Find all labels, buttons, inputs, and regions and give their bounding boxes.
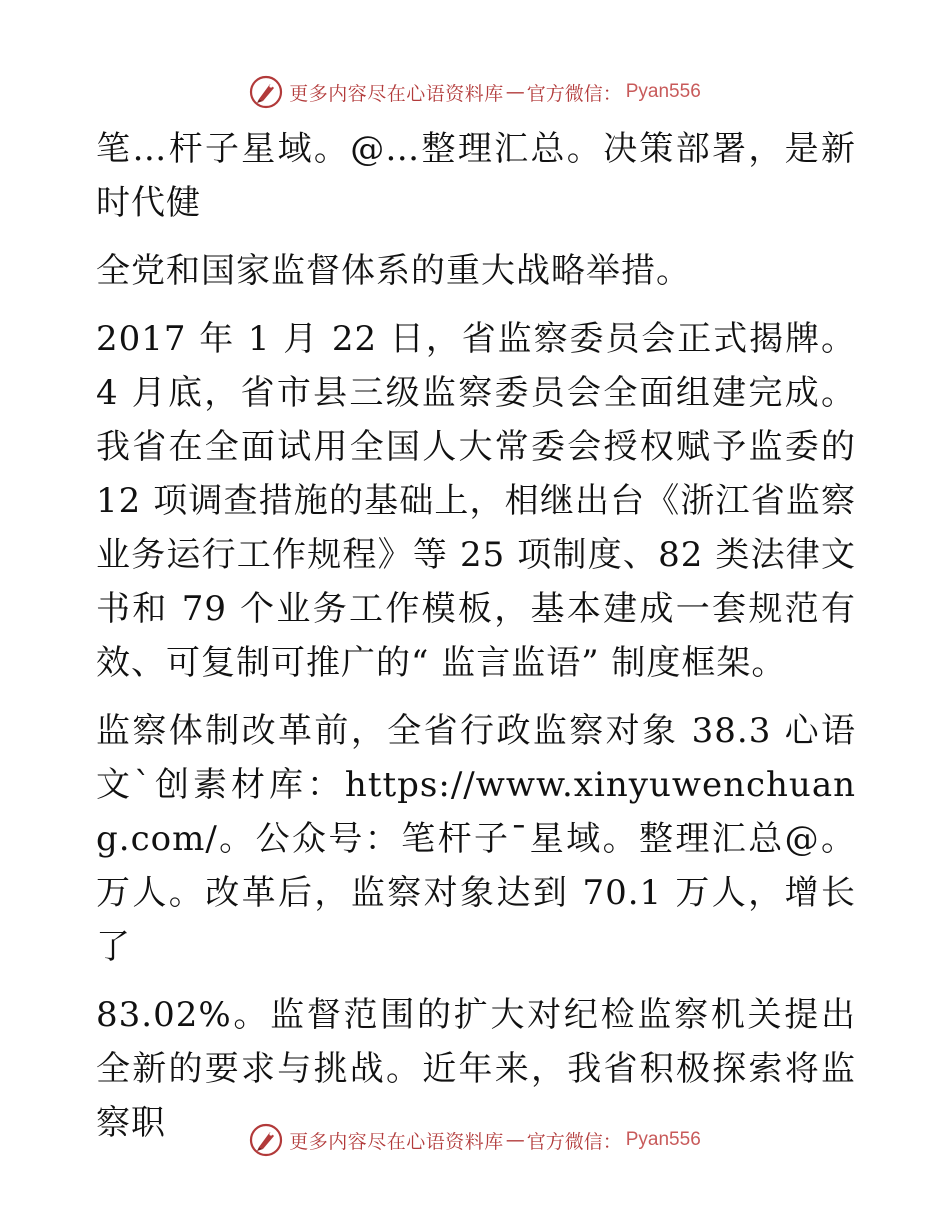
- header-promo-text: 更多内容尽在心语资料库: [289, 82, 504, 105]
- paragraph-2: 全党和国家监督体系的重大战略举措。: [96, 251, 691, 291]
- paragraph-4: 监察体制改革前，全省行政监察对象 38.3 心语文`创素材库：https://www.xinyuwenchuang.com/。公众号：笔杆子¯星域。整理汇总@。万人。改革后，监察对象达到 70.1 万人，增长了: [96, 711, 856, 967]
- paragraph-1: 笔…杆子星域。@…整理汇总。决策部署，是新时代健: [96, 129, 856, 223]
- header-banner: [0, 72, 950, 112]
- footer-banner: [0, 1120, 950, 1160]
- paragraph-5: 83.02%。监督范围的扩大对纪检监察机关提出全新的要求与挑战。近年来，我省积极探索将监察职: [96, 995, 856, 1143]
- document-body: [96, 122, 856, 1150]
- footer-promo-text: 更多内容尽在心语资料库: [289, 1130, 504, 1153]
- footer-wechat-id: Pyan556: [625, 1129, 701, 1150]
- header-separator: —: [505, 81, 525, 103]
- pen-nib-logo-icon: [249, 75, 283, 109]
- pen-nib-logo-icon: [249, 1123, 283, 1157]
- paragraph-3: 2017 年 1 月 22 日，省监察委员会正式揭牌。4 月底，省市县三级监察委员会全面组建完成。我省在全面试用全国人大常委会授权赋予监委的 12 项调查措施的基础上，相继出台《浙江省监察业务运行工作规程》等 25 项制度、82 类法律文书和 79 个业务工作模板，基本建成一套规范有效、可复制可推广的“ 监言监语” 制度框架。: [96, 319, 856, 683]
- header-wechat-id: Pyan556: [625, 81, 701, 102]
- footer-official-label: 官方微信：: [526, 1130, 622, 1153]
- footer-separator: —: [505, 1129, 525, 1151]
- header-official-label: 官方微信：: [526, 82, 622, 105]
